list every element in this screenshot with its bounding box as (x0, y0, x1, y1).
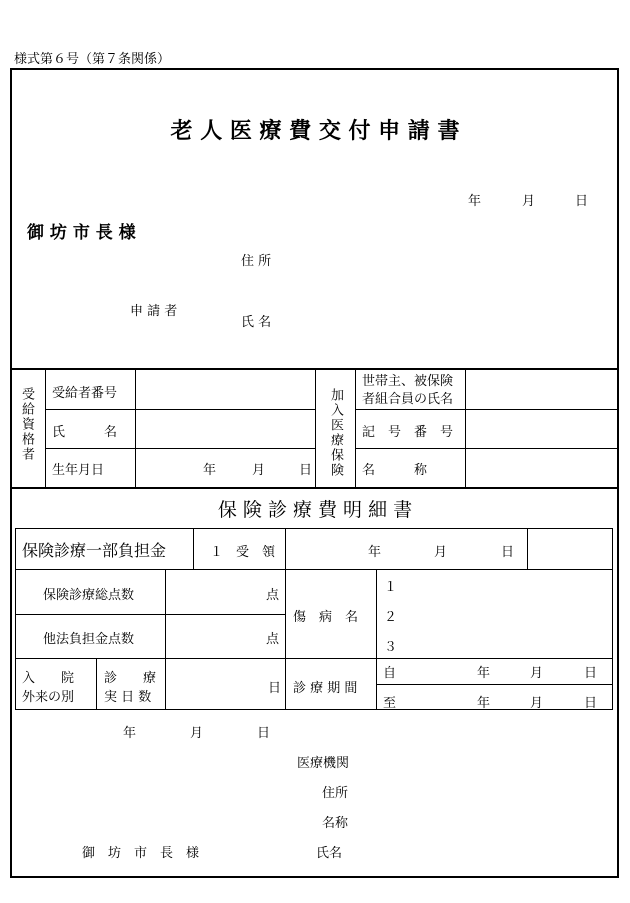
days-label-1: 診 療 (104, 671, 157, 686)
institution-name-label: 名称 (322, 816, 349, 831)
householder-name-label: 世帯主、被保険者組合員の氏名 (362, 374, 454, 407)
addressee: 御 坊 市 長 様 (27, 223, 136, 243)
birth-day-label: 日 (299, 463, 313, 478)
from-label: 自 (383, 666, 397, 681)
days-label-2: 実 日 数 (104, 690, 152, 705)
statement-title: 保 険 診 療 費 明 細 書 (217, 499, 413, 521)
date-day-label: 日 (575, 194, 589, 209)
institution-address-label: 住所 (322, 786, 349, 801)
disease-label: 傷 病 名 (293, 610, 359, 625)
footer-month-label: 月 (190, 726, 204, 741)
from-day-label: 日 (584, 666, 598, 681)
applicant-label: 申 請 者 (130, 304, 178, 319)
to-month-label: 月 (530, 696, 544, 711)
copay-label: 保険診療一部負担金 (22, 541, 167, 560)
inpatient-label-2: 外来の別 (22, 690, 75, 705)
inpatient-label-1: 入 院 (22, 671, 75, 686)
disease-number-1: １ (384, 580, 398, 595)
received-month-label: 月 (434, 545, 448, 560)
footer-addressee: 御 坊 市 長 様 (82, 846, 200, 861)
from-year-label: 年 (477, 666, 491, 681)
recipient-label: 受給資格者 (19, 387, 34, 462)
received-day-label: 日 (501, 545, 515, 560)
received-label: １ 受 領 (210, 545, 276, 560)
institution-label: 医療機関 (297, 756, 350, 771)
recipient-number-label: 受給者番号 (52, 386, 118, 401)
footer-year-label: 年 (123, 726, 137, 741)
birthdate-label: 生年月日 (52, 463, 105, 478)
insurance-name-label: 名 称 (362, 463, 428, 478)
recipient-name-label: 氏 名 (52, 425, 118, 440)
to-day-label: 日 (584, 696, 598, 711)
birth-year-label: 年 (203, 463, 217, 478)
birth-month-label: 月 (252, 463, 266, 478)
date-month-label: 月 (522, 194, 536, 209)
received-year-label: 年 (368, 545, 382, 560)
other-points-label: 他法負担金点数 (43, 632, 135, 647)
total-points-label: 保険診療総点数 (43, 588, 135, 603)
symbol-number-label: 記 号 番 号 (362, 425, 454, 440)
applicant-address-label: 住 所 (241, 254, 272, 269)
form-title: 老 人 医 療 費 交 付 申 請 書 (170, 118, 460, 144)
date-year-label: 年 (468, 194, 482, 209)
insurance-label: 加入医療保険 (328, 388, 343, 478)
institution-person-label: 氏名 (316, 846, 343, 861)
disease-number-2: ２ (384, 610, 398, 625)
from-month-label: 月 (530, 666, 544, 681)
total-points-unit: 点 (266, 588, 280, 603)
footer-day-label: 日 (257, 726, 271, 741)
period-label: 診 療 期 間 (293, 681, 358, 696)
other-points-unit: 点 (266, 632, 280, 647)
disease-number-3: ３ (384, 640, 398, 655)
to-year-label: 年 (477, 696, 491, 711)
days-unit: 日 (268, 681, 282, 696)
form-number: 様式第６号（第７条関係） (14, 52, 171, 67)
applicant-name-label: 氏 名 (241, 315, 272, 330)
to-label: 至 (383, 696, 397, 711)
